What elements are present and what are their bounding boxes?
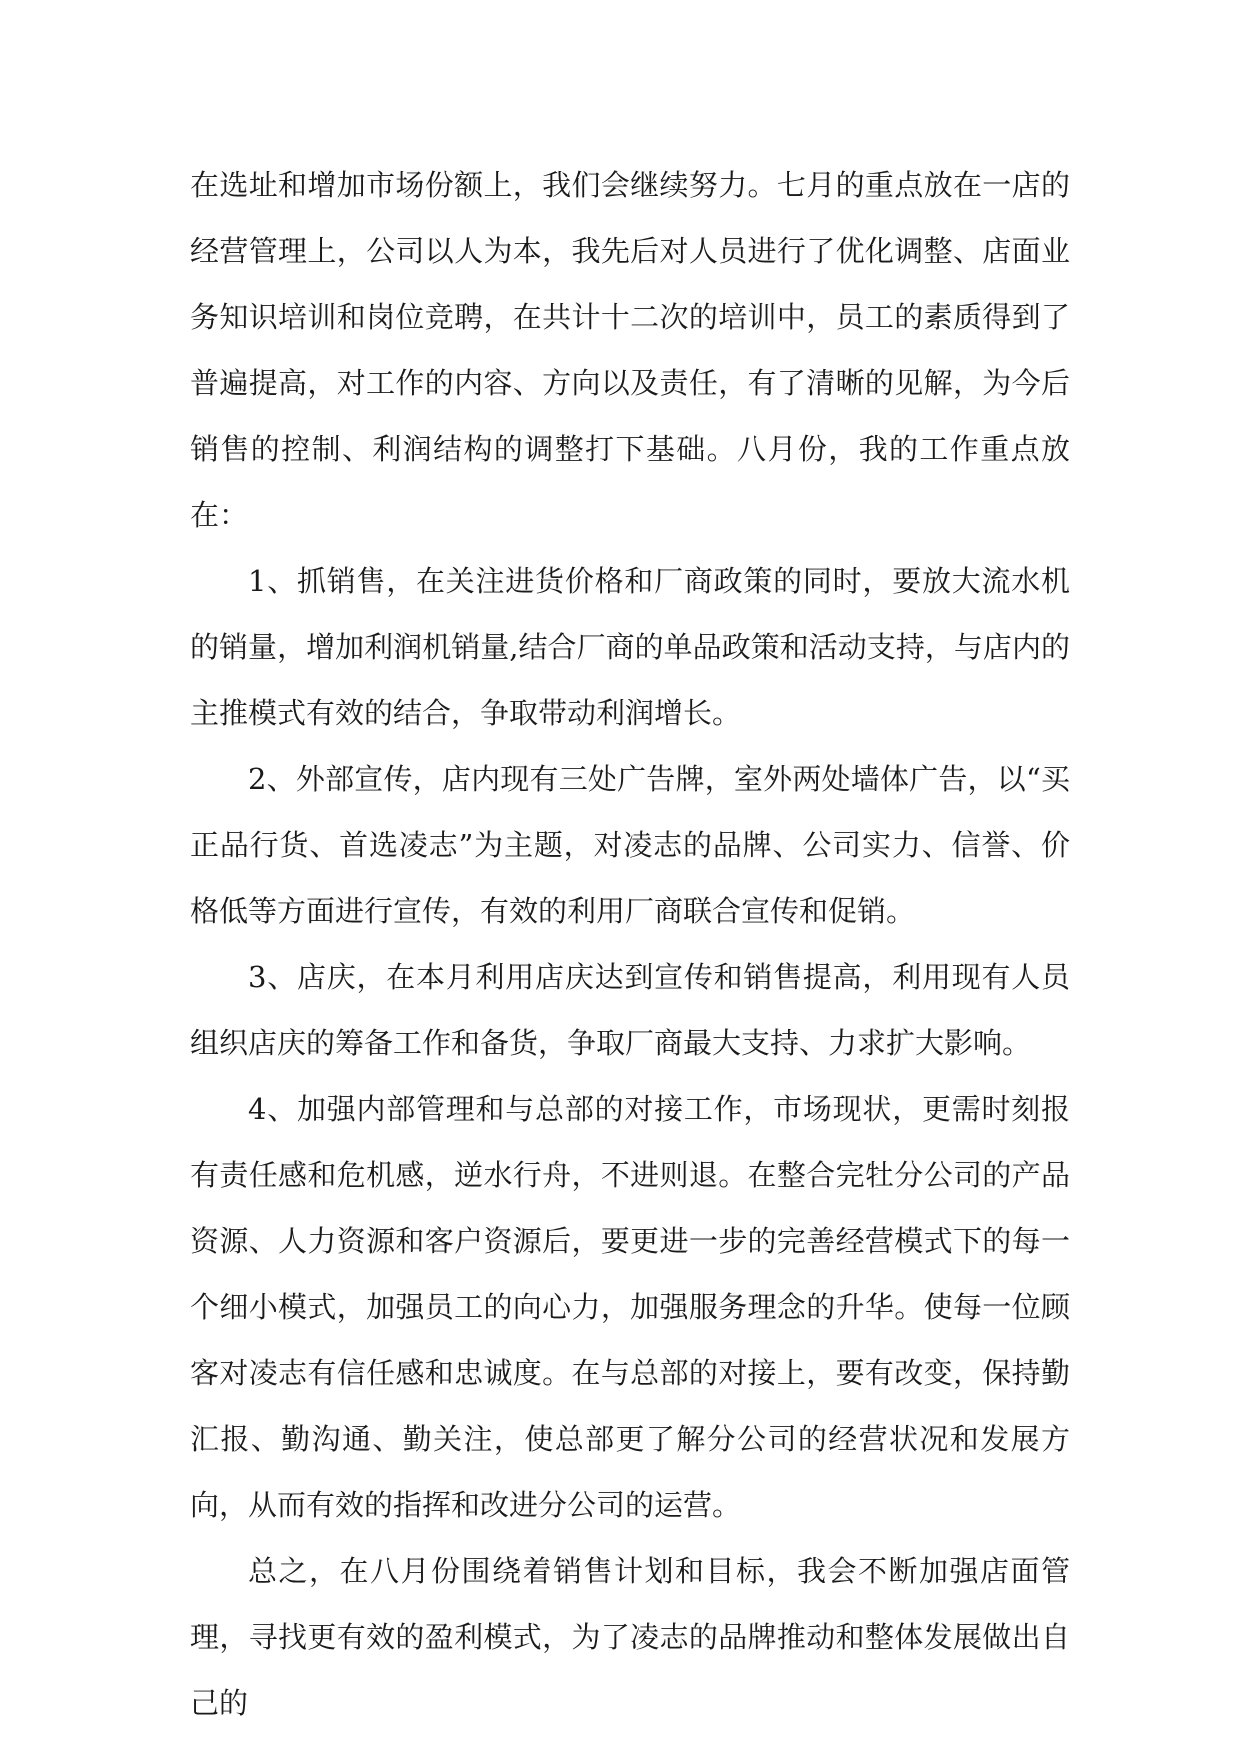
paragraph-item-4: 4、加强内部管理和与总部的对接工作，市场现状，更需时刻报有责任感和危机感，逆水行舟，不进则退。在整合完牡分公司的产品资源、人力资源和客户资源后，要更进一步的完善经营模式下的每一个细小模式，加强员工的向心力，加强服务理念的升华。使每一位顾客对凌志有信任感和忠诚度。在与总部的对接上，要有改变，保持勤汇报、勤沟通、勤关注，使总部更了解分公司的经营状况和发展方向，从而有效的指挥和改进分公司的运营。: [190, 1092, 1070, 1522]
document-body: [190, 152, 1070, 1736]
paragraph-conclusion: 总之，在八月份围绕着销售计划和目标，我会不断加强店面管理，寻找更有效的盈利模式，为了凌志的品牌推动和整体发展做出自己的: [190, 1554, 1070, 1720]
paragraph-item-1: 1、抓销售，在关注进货价格和厂商政策的同时，要放大流水机的销量，增加利润机销量,结合厂商的单品政策和活动支持，与店内的主推模式有效的结合，争取带动利润增长。: [190, 564, 1070, 730]
paragraph-item-3: 3、店庆，在本月利用店庆达到宣传和销售提高，利用现有人员组织店庆的筹备工作和备货，争取厂商最大支持、力求扩大影响。: [190, 960, 1070, 1060]
paragraph-intro: 在选址和增加市场份额上，我们会继续努力。七月的重点放在一店的经营管理上，公司以人为本，我先后对人员进行了优化调整、店面业务知识培训和岗位竞聘，在共计十二次的培训中，员工的素质得到了普遍提高，对工作的内容、方向以及责任，有了清晰的见解，为今后销售的控制、利润结构的调整打下基础。八月份，我的工作重点放在：: [190, 168, 1070, 532]
paragraph-item-2: 2、外部宣传，店内现有三处广告牌，室外两处墙体广告，以“买正品行货、首选凌志”为主题，对凌志的品牌、公司实力、信誉、价格低等方面进行宣传，有效的利用厂商联合宣传和促销。: [190, 762, 1070, 928]
